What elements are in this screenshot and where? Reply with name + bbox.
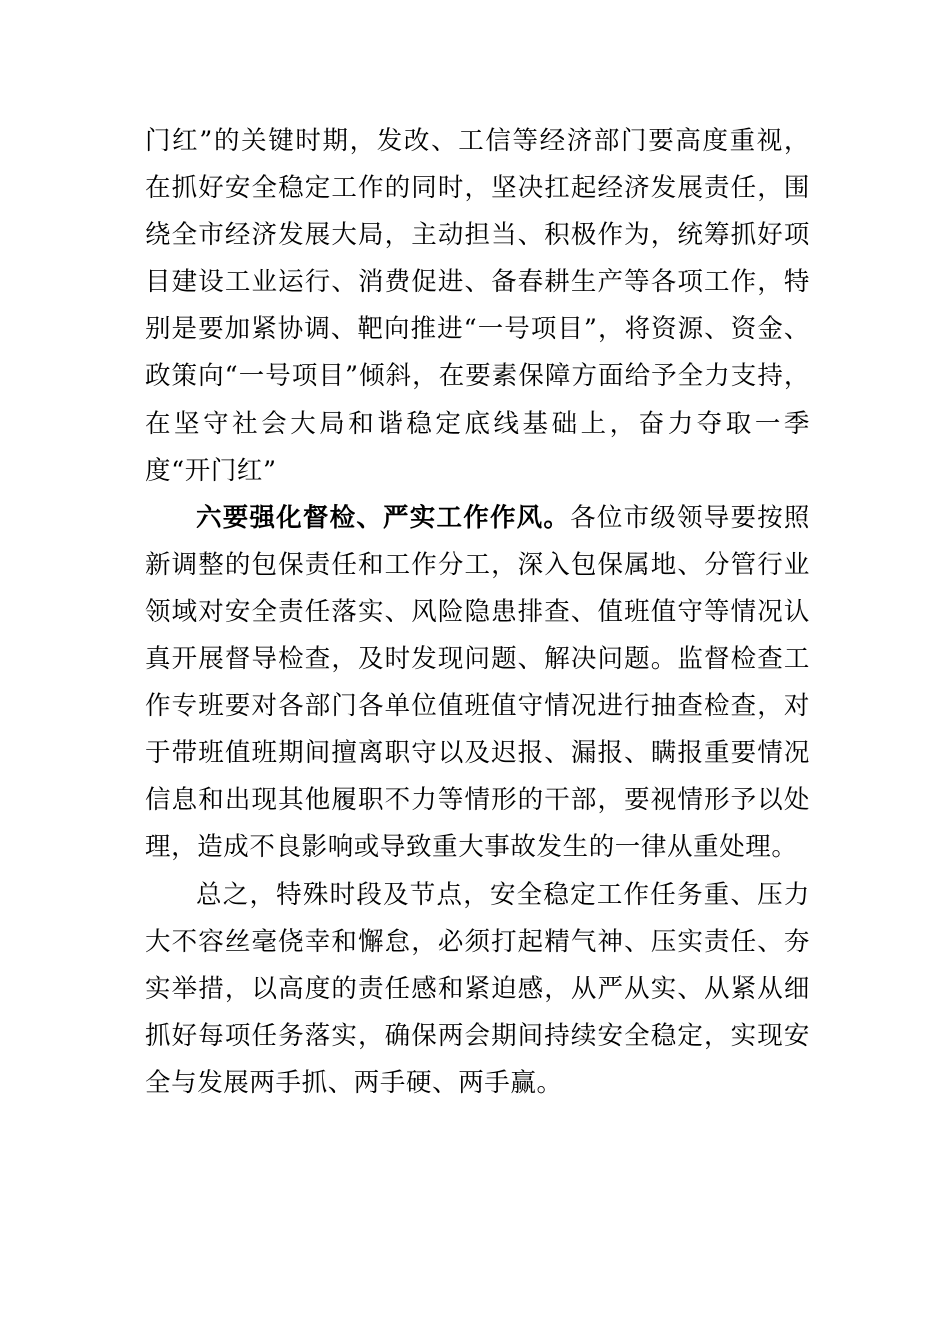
section-heading: 六要强化督检、严实工作作风。 xyxy=(196,502,571,533)
document-body xyxy=(145,118,810,1107)
paragraph-continuation xyxy=(145,118,810,495)
paragraph-text: 门红”的关键时期，发改、工信等经济部门要高度重视，在抓好安全稳定工作的同时，坚决扛起经济发展责任，围绕全市经济发展大局，主动担当、积极作为，统筹抓好项目建设工业运行、消费促进、备春耕生产等各项工作，特别是要加紧协调、靶向推进“一号项目”，将资源、资金、政策向“一号项目”倾斜，在要素保障方面给予全力支持，在坚守社会大局和谐稳定底线基础上，奋力夺取一季度“开门红” xyxy=(145,126,810,486)
paragraph-text: 各位市级领导要按照新调整的包保责任和工作分工，深入包保属地、分管行业领域对安全责任落实、风险隐患排查、值班值守等情况认真开展督导检查，及时发现问题、解决问题。监督检查工作专班要对各部门各单位值班值守情况进行抽查检查，对于带班值班期间擅离职守以及迟报、漏报、瞒报重要情况信息和出现其他履职不力等情形的干部，要视情形予以处理，造成不良影响或导致重大事故发生的一律从重处理。 xyxy=(145,502,811,863)
paragraph-conclusion xyxy=(145,872,810,1107)
paragraph-text: 总之，特殊时段及节点，安全稳定工作任务重、压力大不容丝毫侥幸和懈怠，必须打起精气神、压实责任、夯实举措，以高度的责任感和紧迫感，从严从实、从紧从细抓好每项任务落实，确保两会期间持续安全稳定，实现安全与发展两手抓、两手硬、两手赢。 xyxy=(145,879,810,1098)
paragraph-section-six xyxy=(145,495,810,872)
